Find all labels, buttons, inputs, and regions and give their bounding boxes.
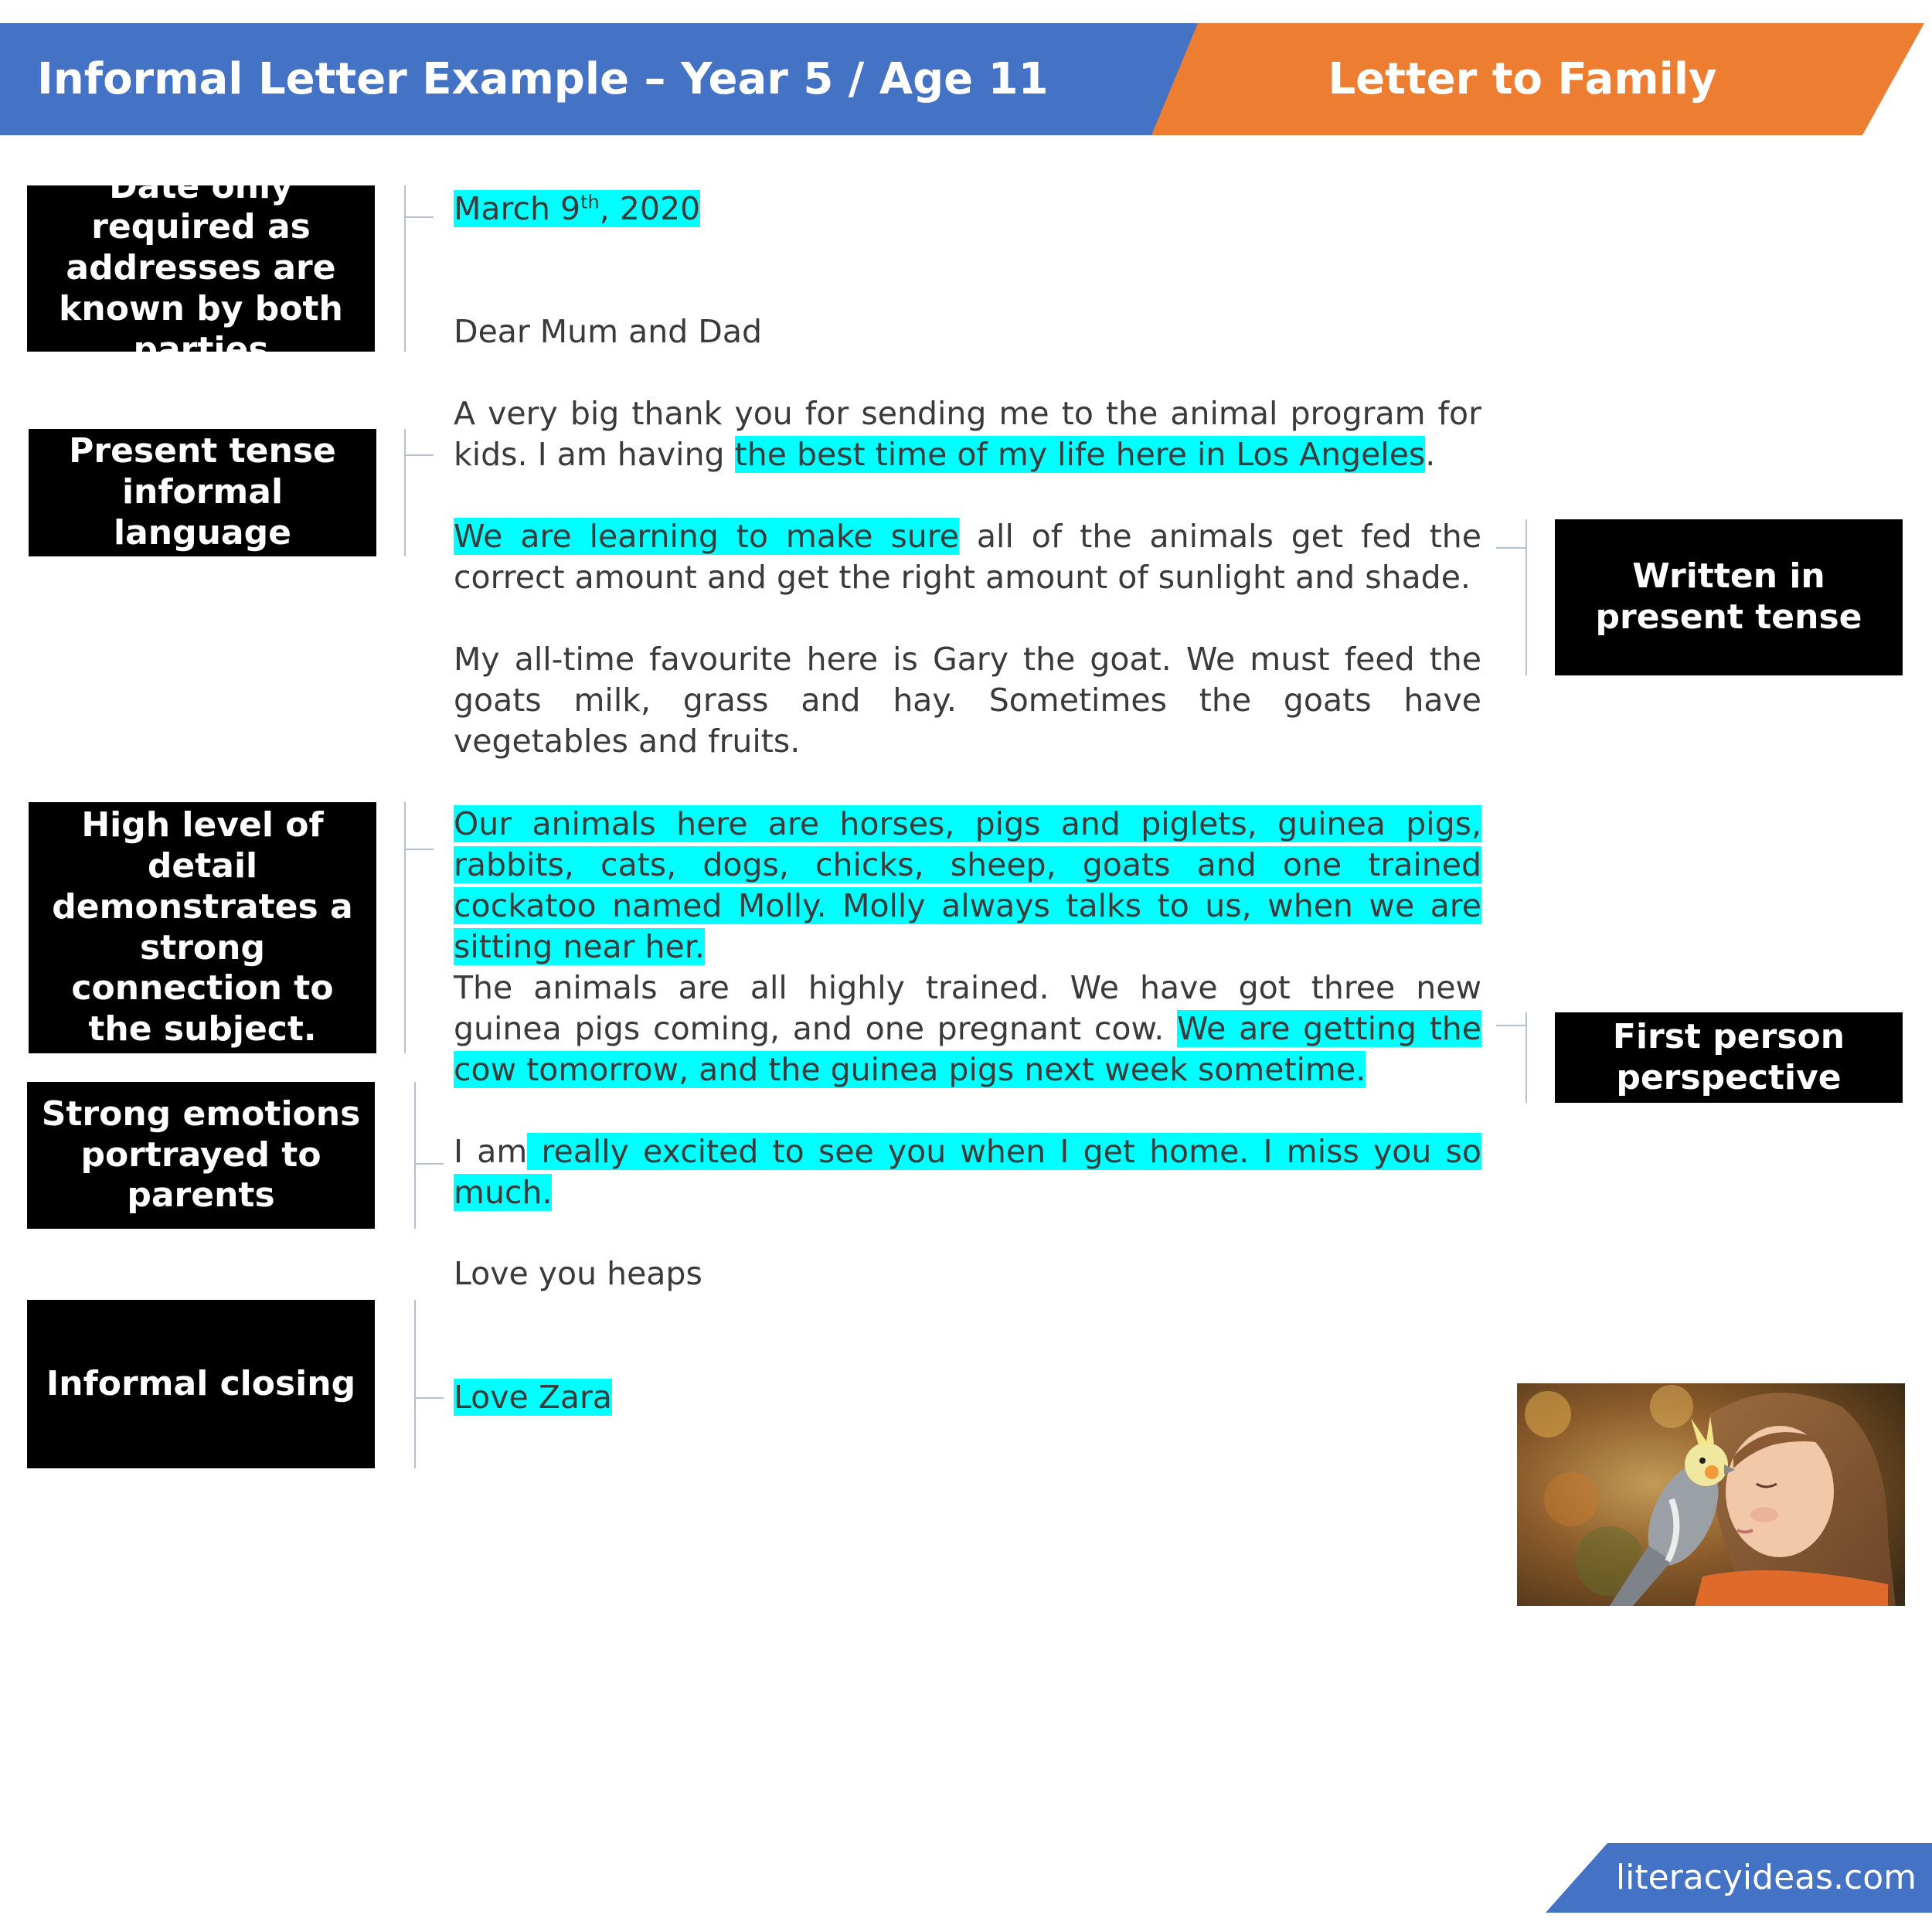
letter-date: March 9th, 2020	[454, 190, 701, 227]
bracket-closing-tick	[414, 1397, 444, 1399]
bracket-emotions-tick	[414, 1163, 444, 1165]
letter-paragraph-5: The animals are all highly trained. We have got three new guinea pigs coming, and one pregnant cow. We are getting the cow tomorrow, and the guinea pigs next week sometime.	[454, 969, 1482, 1088]
annotation-present-tense-informal: Present tense informal language	[29, 429, 376, 556]
footer-site-link[interactable]: literacyideas.com	[1615, 1858, 1917, 1897]
annotation-written-present: Written in present tense	[1555, 519, 1903, 675]
bracket-written-present-tick	[1496, 547, 1526, 549]
letter-paragraph-3: My all-time favourite here is Gary the goat. We must feed the goats milk, grass and hay. Sometimes the goats have vegetables and fruits.	[454, 641, 1481, 760]
letter-signature: Love Zara	[454, 1379, 612, 1416]
bracket-date-tick	[404, 216, 434, 218]
letter-paragraph-1: A very big thank you for sending me to the animal program for kids. I am having the best time of my life here in Los Angeles.	[454, 395, 1481, 473]
bracket-present-tense	[404, 429, 406, 556]
bracket-emotions	[414, 1082, 416, 1229]
letter-paragraph-4: Our animals here are horses, pigs and piglets, guinea pigs, rabbits, cats, dogs, chicks, sheep, goats and one trained cockatoo named Molly. Molly always talks to us, when we are sitting near her.	[454, 805, 1481, 965]
bracket-first-person-tick	[1496, 1025, 1526, 1026]
annotation-emotions: Strong emotions portrayed to parents	[27, 1082, 375, 1229]
bracket-present-tense-tick	[404, 454, 434, 456]
page-title: Informal Letter Example – Year 5 / Age 11	[37, 54, 1049, 104]
letter-sign-off: Love you heaps	[454, 1255, 702, 1292]
letter-paragraph-2: We are learning to make sure all of the animals get fed the correct amount and get the right amount of sunlight and shade.	[454, 518, 1481, 596]
bracket-written-present	[1526, 519, 1527, 675]
bracket-first-person	[1526, 1012, 1527, 1103]
annotation-date: Date only required as addresses are known by both parties	[27, 185, 375, 352]
bracket-detail	[404, 802, 406, 1053]
letter-greeting: Dear Mum and Dad	[454, 313, 763, 350]
bracket-closing	[414, 1300, 416, 1468]
annotation-closing: Informal closing	[27, 1300, 375, 1468]
annotation-detail: High level of detail demonstrates a strong connection to the subject.	[29, 802, 376, 1053]
letter-paragraph-6: I am really excited to see you when I get home. I miss you so much.	[454, 1133, 1481, 1211]
bracket-date	[404, 185, 406, 352]
page-subtitle: Letter to Family	[1328, 54, 1717, 104]
girl-with-cockatoo-photo	[1517, 1383, 1905, 1606]
bracket-detail-tick	[404, 849, 434, 850]
annotation-first-person: First person perspective	[1555, 1012, 1903, 1103]
